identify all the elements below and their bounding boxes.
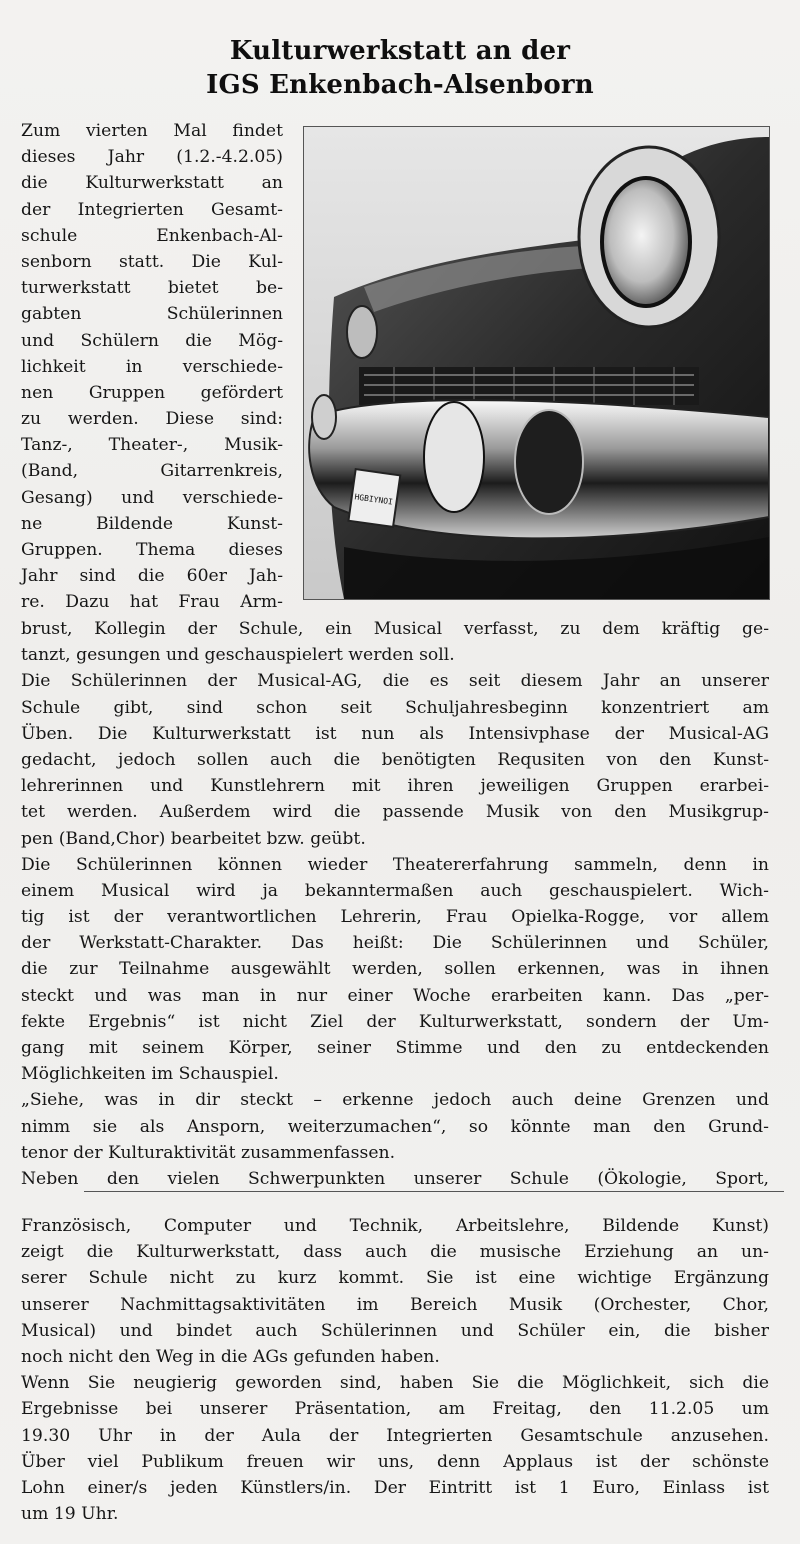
text-line: dieses Jahr (1.2.-4.2.05) (21, 147, 283, 168)
text-line: zeigt die Kulturwerkstatt, dass auch die musische Erziehung an un- (21, 1242, 769, 1263)
text-line: Die Schülerinnen der Musical-AG, die es seit diesem Jahr an unserer (21, 671, 769, 692)
text-line: nimm sie als Ansporn, weiterzumachen“, so könnte man den Grund- (21, 1116, 769, 1137)
text-line: Schule gibt, sind schon seit Schuljahresbeginn konzentriert am (21, 697, 769, 718)
text-line: pen (Band,Chor) bearbeitet bzw. geübt. (21, 828, 366, 849)
text-line: brust, Kollegin der Schule, ein Musical verfasst, zu dem kräftig ge- (21, 619, 769, 639)
text-line: Über viel Publikum freuen wir uns, denn Applaus ist der schönste (21, 1451, 769, 1472)
text-line: Möglichkeiten im Schauspiel. (21, 1064, 279, 1085)
text-line: tenor der Kulturaktivität zusammenfassen. (21, 1142, 396, 1163)
text-line: lehrerinnen und Kunstlehrern mit ihren jeweiligen Gruppen erarbei- (21, 776, 769, 797)
text-line: Jahr sind die 60er Jah- (21, 566, 283, 587)
article-headline (0, 34, 800, 102)
text-line: Wenn Sie neugierig geworden sind, haben Sie die Möglichkeit, sich die (21, 1373, 769, 1394)
text-line: nen Gruppen gefördert (21, 382, 283, 403)
text-line: gedacht, jedoch sollen auch die benötigten Requsiten von den Kunst- (21, 749, 769, 770)
headline-line-2: IGS Enkenbach-Alsenborn (206, 70, 594, 100)
text-line: schule Enkenbach-Al- (21, 225, 283, 246)
text-line: tanzt, gesungen und geschauspielert werden soll. (21, 645, 455, 666)
text-line: Neben den vielen Schwerpunkten unserer Schule (Ökologie, Sport, (21, 1168, 769, 1189)
article-body-part-2 (21, 1213, 769, 1527)
text-line: tet werden. Außerdem wird die passende Musik von den Musikgrup- (21, 802, 769, 823)
headline-line-1: Kulturwerkstatt an der (229, 36, 571, 66)
car-front-drawing (304, 127, 769, 599)
text-line: Tanz-, Theater-, Musik- (21, 435, 283, 456)
text-line: der Werkstatt-Charakter. Das heißt: Die Schülerinnen und Schüler, (21, 933, 769, 954)
column-divider (84, 1191, 784, 1192)
text-line: senborn statt. Die Kul- (21, 251, 283, 272)
classic-car-photo (303, 126, 770, 600)
text-line: Die Schülerinnen können wieder Theatererfahrung sammeln, denn in (21, 854, 769, 875)
text-line: und Schülern die Mög- (21, 330, 283, 351)
text-line: 19.30 Uhr in der Aula der Integrierten Gesamtschule anzusehen. (21, 1425, 769, 1446)
text-line: gang mit seinem Körper, seiner Stimme und den zu entdeckenden (21, 1038, 769, 1058)
text-line: gabten Schülerinnen (21, 304, 283, 325)
text-line: re. Dazu hat Frau Arm- (21, 592, 283, 613)
text-line: serer Schule nicht zu kurz kommt. Sie ist eine wichtige Ergänzung (21, 1268, 769, 1289)
text-line: lichkeit in verschiede- (21, 356, 283, 377)
text-line: Zum vierten Mal findet (21, 121, 283, 141)
text-line: Ergebnisse bei unserer Präsentation, am Freitag, den 11.2.05 um (21, 1399, 769, 1420)
text-line: steckt und was man in nur einer Woche erarbeiten kann. Das „per- (21, 985, 769, 1006)
text-line: die Kulturwerkstatt an (21, 173, 283, 194)
text-line: Lohn einer/s jeden Künstlers/in. Der Eintritt ist 1 Euro, Einlass ist (21, 1477, 769, 1498)
text-line: Musical) und bindet auch Schülerinnen und Schüler ein, die bisher (21, 1320, 769, 1341)
text-line: turwerkstatt bietet be- (21, 278, 283, 299)
text-line: Üben. Die Kulturwerkstatt ist nun als Intensivphase der Musical-AG (21, 723, 769, 744)
text-line: Französisch, Computer und Technik, Arbeitslehre, Bildende Kunst) (21, 1216, 769, 1236)
text-line: fekte Ergebnis“ ist nicht Ziel der Kulturwerkstatt, sondern der Um- (21, 1011, 769, 1032)
text-line: Gesang) und verschiede- (21, 487, 283, 508)
article-body-part-1 (21, 616, 769, 1192)
text-line: zu werden. Diese sind: (21, 409, 283, 430)
license-plate-text: HGBIYNOI (353, 492, 394, 507)
text-line: einem Musical wird ja bekanntermaßen auch geschauspielert. Wich- (21, 880, 769, 901)
text-line: die zur Teilnahme ausgewählt werden, sollen erkennen, was in ihnen (21, 959, 769, 980)
text-line: (Band, Gitarrenkreis, (21, 461, 283, 482)
article-intro-column (21, 118, 283, 616)
text-line: um 19 Uhr. (21, 1504, 119, 1525)
text-line: unserer Nachmittagsaktivitäten im Bereich Musik (Orchester, Chor, (21, 1294, 769, 1315)
text-line: „Siehe, was in dir steckt – erkenne jedoch auch deine Grenzen und (21, 1090, 769, 1111)
text-line: ne Bildende Kunst- (21, 513, 283, 534)
text-line: noch nicht den Weg in die AGs gefunden haben. (21, 1346, 440, 1367)
text-line: tig ist der verantwortlichen Lehrerin, Frau Opielka-Rogge, vor allem (21, 907, 769, 928)
text-line: Gruppen. Thema dieses (21, 540, 283, 560)
text-line: der Integrierten Gesamt- (21, 199, 283, 220)
